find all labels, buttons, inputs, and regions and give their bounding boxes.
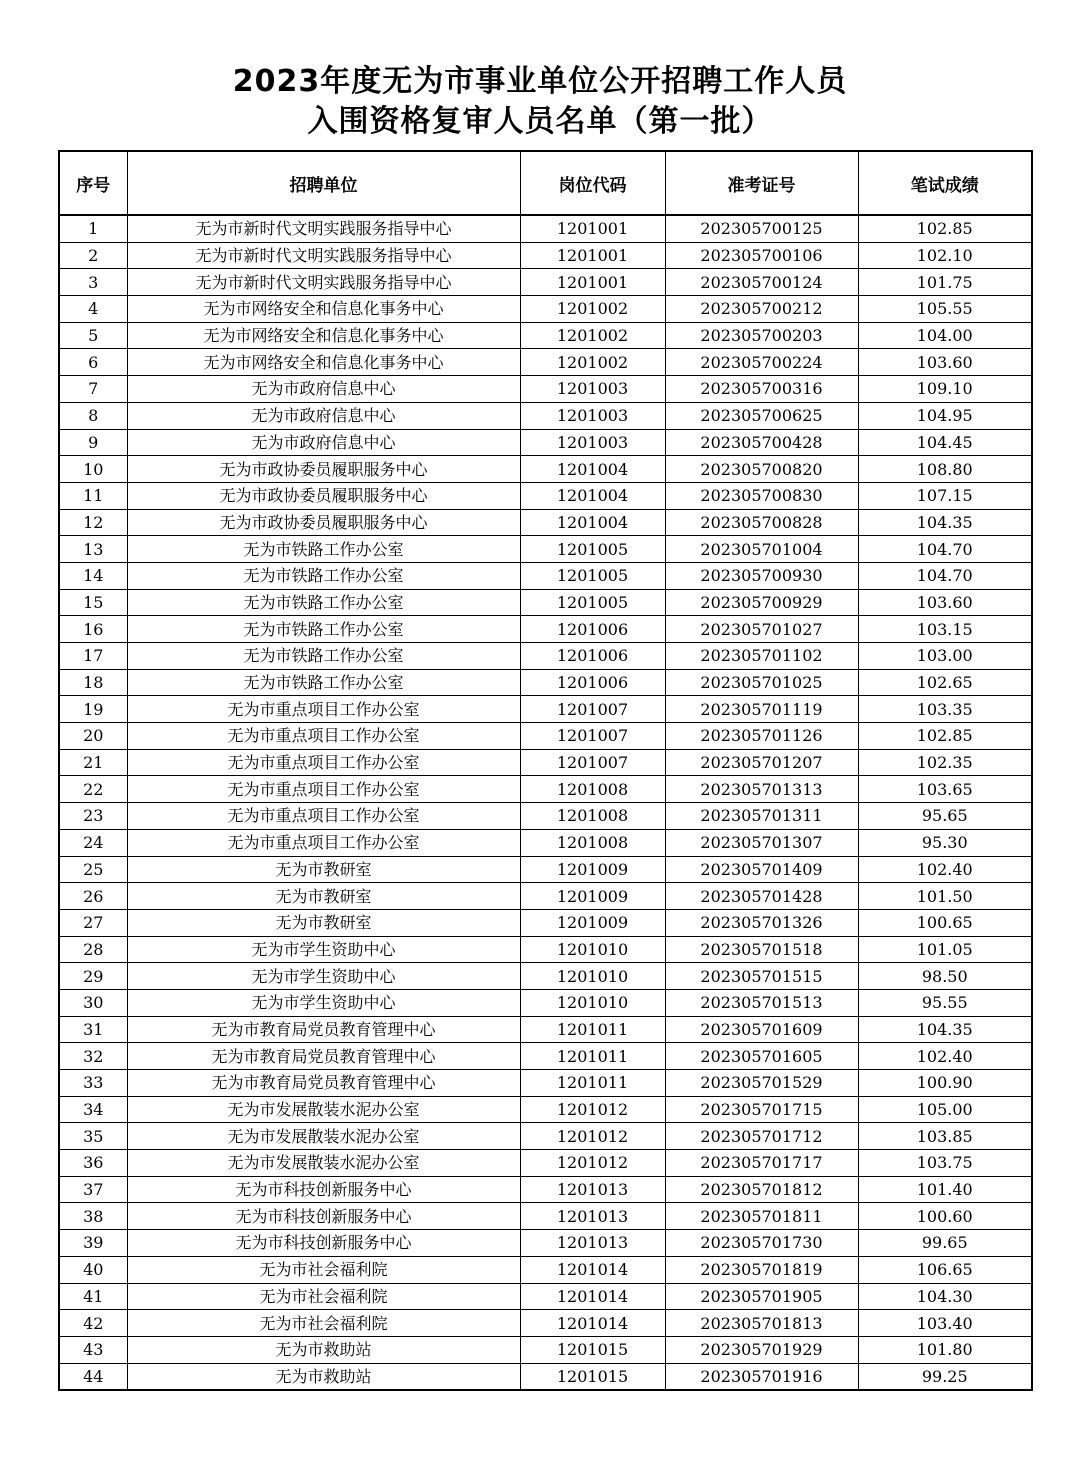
cell-serial-number: 21 <box>59 749 127 776</box>
table-row <box>59 322 1032 349</box>
cell-position-code: 1201004 <box>520 482 665 509</box>
cell-written-exam-score: 103.60 <box>858 349 1032 376</box>
cell-position-code: 1201010 <box>520 963 665 990</box>
table-row <box>59 536 1032 563</box>
cell-serial-number: 19 <box>59 696 127 723</box>
cell-serial-number: 8 <box>59 402 127 429</box>
cell-recruiting-unit: 无为市铁路工作办公室 <box>127 669 520 696</box>
cell-admission-ticket-number: 202305700106 <box>665 242 858 269</box>
cell-written-exam-score: 101.05 <box>858 936 1032 963</box>
table-row <box>59 936 1032 963</box>
cell-serial-number: 15 <box>59 589 127 616</box>
cell-serial-number: 16 <box>59 616 127 643</box>
cell-recruiting-unit: 无为市发展散装水泥办公室 <box>127 1150 520 1177</box>
table-row <box>59 696 1032 723</box>
cell-serial-number: 29 <box>59 963 127 990</box>
cell-written-exam-score: 104.00 <box>858 322 1032 349</box>
cell-written-exam-score: 103.65 <box>858 776 1032 803</box>
cell-written-exam-score: 106.65 <box>858 1256 1032 1283</box>
cell-written-exam-score: 108.80 <box>858 456 1032 483</box>
cell-written-exam-score: 104.45 <box>858 429 1032 456</box>
cell-serial-number: 1 <box>59 215 127 242</box>
cell-position-code: 1201004 <box>520 456 665 483</box>
cell-serial-number: 34 <box>59 1096 127 1123</box>
cell-admission-ticket-number: 202305700203 <box>665 322 858 349</box>
cell-written-exam-score: 102.65 <box>858 669 1032 696</box>
cell-serial-number: 31 <box>59 1016 127 1043</box>
cell-position-code: 1201001 <box>520 269 665 296</box>
cell-admission-ticket-number: 202305701819 <box>665 1256 858 1283</box>
cell-position-code: 1201008 <box>520 803 665 830</box>
header-written-exam-score: 笔试成绩 <box>858 151 1032 215</box>
cell-position-code: 1201006 <box>520 643 665 670</box>
candidate-table <box>58 150 1033 1391</box>
table-row <box>59 963 1032 990</box>
cell-serial-number: 20 <box>59 723 127 750</box>
cell-position-code: 1201011 <box>520 1043 665 1070</box>
cell-admission-ticket-number: 202305701102 <box>665 643 858 670</box>
title-line-1: 2023年度无为市事业单位公开招聘工作人员 <box>232 64 848 99</box>
cell-position-code: 1201011 <box>520 1016 665 1043</box>
cell-position-code: 1201012 <box>520 1096 665 1123</box>
table-row <box>59 883 1032 910</box>
cell-admission-ticket-number: 202305701813 <box>665 1310 858 1337</box>
cell-serial-number: 23 <box>59 803 127 830</box>
cell-recruiting-unit: 无为市教研室 <box>127 856 520 883</box>
title-line-2: 入围资格复审人员名单（第一批） <box>307 104 773 139</box>
cell-written-exam-score: 107.15 <box>858 482 1032 509</box>
cell-recruiting-unit: 无为市教育局党员教育管理中心 <box>127 1016 520 1043</box>
cell-admission-ticket-number: 202305701712 <box>665 1123 858 1150</box>
cell-written-exam-score: 105.00 <box>858 1096 1032 1123</box>
cell-admission-ticket-number: 202305700125 <box>665 215 858 242</box>
cell-serial-number: 10 <box>59 456 127 483</box>
cell-serial-number: 40 <box>59 1256 127 1283</box>
cell-written-exam-score: 102.40 <box>858 1043 1032 1070</box>
cell-written-exam-score: 103.85 <box>858 1123 1032 1150</box>
cell-position-code: 1201005 <box>520 536 665 563</box>
table-row <box>59 482 1032 509</box>
table-row <box>59 1256 1032 1283</box>
cell-position-code: 1201001 <box>520 215 665 242</box>
cell-recruiting-unit: 无为市政府信息中心 <box>127 376 520 403</box>
table-row <box>59 803 1032 830</box>
cell-admission-ticket-number: 202305701313 <box>665 776 858 803</box>
cell-written-exam-score: 99.25 <box>858 1363 1032 1390</box>
cell-admission-ticket-number: 202305701905 <box>665 1283 858 1310</box>
cell-position-code: 1201009 <box>520 909 665 936</box>
cell-position-code: 1201008 <box>520 776 665 803</box>
cell-admission-ticket-number: 202305700224 <box>665 349 858 376</box>
cell-admission-ticket-number: 202305700124 <box>665 269 858 296</box>
cell-position-code: 1201006 <box>520 669 665 696</box>
cell-admission-ticket-number: 202305701307 <box>665 829 858 856</box>
cell-admission-ticket-number: 202305700830 <box>665 482 858 509</box>
header-admission-ticket-number: 准考证号 <box>665 151 858 215</box>
cell-serial-number: 41 <box>59 1283 127 1310</box>
table-row <box>59 643 1032 670</box>
cell-recruiting-unit: 无为市政府信息中心 <box>127 429 520 456</box>
cell-position-code: 1201001 <box>520 242 665 269</box>
cell-serial-number: 17 <box>59 643 127 670</box>
cell-serial-number: 42 <box>59 1310 127 1337</box>
cell-serial-number: 3 <box>59 269 127 296</box>
cell-written-exam-score: 103.15 <box>858 616 1032 643</box>
table-row <box>59 669 1032 696</box>
table-row <box>59 776 1032 803</box>
header-serial-number: 序号 <box>59 151 127 215</box>
table-row <box>59 1043 1032 1070</box>
cell-written-exam-score: 100.60 <box>858 1203 1032 1230</box>
cell-position-code: 1201013 <box>520 1176 665 1203</box>
table-body <box>59 215 1032 1390</box>
cell-written-exam-score: 98.50 <box>858 963 1032 990</box>
cell-serial-number: 38 <box>59 1203 127 1230</box>
cell-admission-ticket-number: 202305701207 <box>665 749 858 776</box>
cell-admission-ticket-number: 202305700820 <box>665 456 858 483</box>
cell-recruiting-unit: 无为市教育局党员教育管理中心 <box>127 1070 520 1097</box>
cell-written-exam-score: 104.70 <box>858 536 1032 563</box>
table-row <box>59 749 1032 776</box>
cell-admission-ticket-number: 202305701811 <box>665 1203 858 1230</box>
cell-recruiting-unit: 无为市政府信息中心 <box>127 402 520 429</box>
table-row <box>59 1336 1032 1363</box>
cell-position-code: 1201002 <box>520 349 665 376</box>
cell-recruiting-unit: 无为市教育局党员教育管理中心 <box>127 1043 520 1070</box>
table-row <box>59 589 1032 616</box>
cell-position-code: 1201013 <box>520 1203 665 1230</box>
cell-position-code: 1201014 <box>520 1310 665 1337</box>
document-title <box>0 62 1080 142</box>
cell-serial-number: 18 <box>59 669 127 696</box>
cell-recruiting-unit: 无为市救助站 <box>127 1363 520 1390</box>
cell-position-code: 1201014 <box>520 1256 665 1283</box>
table-row <box>59 1016 1032 1043</box>
cell-recruiting-unit: 无为市重点项目工作办公室 <box>127 803 520 830</box>
cell-recruiting-unit: 无为市科技创新服务中心 <box>127 1176 520 1203</box>
cell-position-code: 1201014 <box>520 1283 665 1310</box>
cell-serial-number: 2 <box>59 242 127 269</box>
cell-serial-number: 33 <box>59 1070 127 1097</box>
cell-recruiting-unit: 无为市学生资助中心 <box>127 963 520 990</box>
cell-position-code: 1201005 <box>520 589 665 616</box>
cell-recruiting-unit: 无为市铁路工作办公室 <box>127 589 520 616</box>
cell-recruiting-unit: 无为市政协委员履职服务中心 <box>127 509 520 536</box>
cell-serial-number: 24 <box>59 829 127 856</box>
table-row <box>59 562 1032 589</box>
cell-admission-ticket-number: 202305701025 <box>665 669 858 696</box>
table-row <box>59 989 1032 1016</box>
cell-position-code: 1201009 <box>520 883 665 910</box>
cell-recruiting-unit: 无为市网络安全和信息化事务中心 <box>127 296 520 323</box>
cell-admission-ticket-number: 202305701515 <box>665 963 858 990</box>
cell-written-exam-score: 95.55 <box>858 989 1032 1016</box>
cell-recruiting-unit: 无为市教研室 <box>127 909 520 936</box>
cell-recruiting-unit: 无为市铁路工作办公室 <box>127 643 520 670</box>
cell-position-code: 1201004 <box>520 509 665 536</box>
cell-written-exam-score: 103.75 <box>858 1150 1032 1177</box>
cell-recruiting-unit: 无为市科技创新服务中心 <box>127 1203 520 1230</box>
cell-recruiting-unit: 无为市学生资助中心 <box>127 989 520 1016</box>
cell-position-code: 1201012 <box>520 1123 665 1150</box>
cell-position-code: 1201015 <box>520 1336 665 1363</box>
cell-position-code: 1201007 <box>520 749 665 776</box>
table-row <box>59 349 1032 376</box>
cell-admission-ticket-number: 202305701812 <box>665 1176 858 1203</box>
cell-recruiting-unit: 无为市重点项目工作办公室 <box>127 696 520 723</box>
cell-written-exam-score: 102.85 <box>858 215 1032 242</box>
cell-written-exam-score: 109.10 <box>858 376 1032 403</box>
table-row <box>59 296 1032 323</box>
cell-written-exam-score: 103.00 <box>858 643 1032 670</box>
table-row <box>59 1363 1032 1390</box>
cell-written-exam-score: 101.80 <box>858 1336 1032 1363</box>
cell-admission-ticket-number: 202305700929 <box>665 589 858 616</box>
cell-serial-number: 5 <box>59 322 127 349</box>
cell-admission-ticket-number: 202305701929 <box>665 1336 858 1363</box>
cell-admission-ticket-number: 202305700316 <box>665 376 858 403</box>
cell-serial-number: 12 <box>59 509 127 536</box>
cell-written-exam-score: 104.30 <box>858 1283 1032 1310</box>
cell-serial-number: 39 <box>59 1230 127 1257</box>
cell-recruiting-unit: 无为市新时代文明实践服务指导中心 <box>127 269 520 296</box>
cell-written-exam-score: 104.35 <box>858 1016 1032 1043</box>
table-row <box>59 1096 1032 1123</box>
cell-admission-ticket-number: 202305701027 <box>665 616 858 643</box>
cell-serial-number: 35 <box>59 1123 127 1150</box>
cell-position-code: 1201006 <box>520 616 665 643</box>
table-row <box>59 856 1032 883</box>
cell-admission-ticket-number: 202305700828 <box>665 509 858 536</box>
cell-serial-number: 22 <box>59 776 127 803</box>
cell-admission-ticket-number: 202305701326 <box>665 909 858 936</box>
table-row <box>59 429 1032 456</box>
cell-recruiting-unit: 无为市发展散装水泥办公室 <box>127 1123 520 1150</box>
cell-written-exam-score: 104.95 <box>858 402 1032 429</box>
table-row <box>59 376 1032 403</box>
cell-position-code: 1201009 <box>520 856 665 883</box>
cell-position-code: 1201008 <box>520 829 665 856</box>
cell-serial-number: 43 <box>59 1336 127 1363</box>
cell-recruiting-unit: 无为市铁路工作办公室 <box>127 616 520 643</box>
cell-recruiting-unit: 无为市政协委员履职服务中心 <box>127 456 520 483</box>
table-row <box>59 215 1032 242</box>
table-header-row <box>59 151 1032 215</box>
table-row <box>59 456 1032 483</box>
table-row <box>59 509 1032 536</box>
cell-serial-number: 4 <box>59 296 127 323</box>
cell-recruiting-unit: 无为市科技创新服务中心 <box>127 1230 520 1257</box>
cell-position-code: 1201007 <box>520 696 665 723</box>
cell-written-exam-score: 103.60 <box>858 589 1032 616</box>
cell-serial-number: 26 <box>59 883 127 910</box>
cell-admission-ticket-number: 202305701119 <box>665 696 858 723</box>
table-row <box>59 1070 1032 1097</box>
table-row <box>59 1123 1032 1150</box>
cell-position-code: 1201011 <box>520 1070 665 1097</box>
cell-recruiting-unit: 无为市社会福利院 <box>127 1256 520 1283</box>
cell-position-code: 1201015 <box>520 1363 665 1390</box>
cell-serial-number: 27 <box>59 909 127 936</box>
cell-admission-ticket-number: 202305701428 <box>665 883 858 910</box>
table-row <box>59 1203 1032 1230</box>
cell-position-code: 1201005 <box>520 562 665 589</box>
cell-admission-ticket-number: 202305701004 <box>665 536 858 563</box>
table-row <box>59 829 1032 856</box>
cell-admission-ticket-number: 202305701311 <box>665 803 858 830</box>
cell-position-code: 1201002 <box>520 296 665 323</box>
cell-written-exam-score: 103.40 <box>858 1310 1032 1337</box>
cell-written-exam-score: 100.65 <box>858 909 1032 936</box>
header-recruiting-unit: 招聘单位 <box>127 151 520 215</box>
cell-written-exam-score: 102.35 <box>858 749 1032 776</box>
cell-admission-ticket-number: 202305701717 <box>665 1150 858 1177</box>
cell-admission-ticket-number: 202305701730 <box>665 1230 858 1257</box>
cell-serial-number: 37 <box>59 1176 127 1203</box>
cell-written-exam-score: 102.85 <box>858 723 1032 750</box>
table-row <box>59 909 1032 936</box>
cell-position-code: 1201003 <box>520 429 665 456</box>
cell-recruiting-unit: 无为市网络安全和信息化事务中心 <box>127 349 520 376</box>
cell-position-code: 1201010 <box>520 936 665 963</box>
cell-serial-number: 6 <box>59 349 127 376</box>
cell-written-exam-score: 95.65 <box>858 803 1032 830</box>
cell-admission-ticket-number: 202305700428 <box>665 429 858 456</box>
cell-written-exam-score: 103.35 <box>858 696 1032 723</box>
cell-serial-number: 13 <box>59 536 127 563</box>
cell-written-exam-score: 95.30 <box>858 829 1032 856</box>
cell-written-exam-score: 101.75 <box>858 269 1032 296</box>
cell-position-code: 1201010 <box>520 989 665 1016</box>
cell-recruiting-unit: 无为市铁路工作办公室 <box>127 562 520 589</box>
cell-position-code: 1201003 <box>520 402 665 429</box>
cell-recruiting-unit: 无为市政协委员履职服务中心 <box>127 482 520 509</box>
cell-recruiting-unit: 无为市社会福利院 <box>127 1283 520 1310</box>
table-row <box>59 1310 1032 1337</box>
cell-serial-number: 36 <box>59 1150 127 1177</box>
table-row <box>59 1150 1032 1177</box>
cell-admission-ticket-number: 202305701715 <box>665 1096 858 1123</box>
header-position-code: 岗位代码 <box>520 151 665 215</box>
table-row <box>59 242 1032 269</box>
cell-recruiting-unit: 无为市新时代文明实践服务指导中心 <box>127 242 520 269</box>
cell-admission-ticket-number: 202305701529 <box>665 1070 858 1097</box>
cell-position-code: 1201007 <box>520 723 665 750</box>
cell-serial-number: 44 <box>59 1363 127 1390</box>
cell-serial-number: 25 <box>59 856 127 883</box>
cell-recruiting-unit: 无为市重点项目工作办公室 <box>127 829 520 856</box>
cell-admission-ticket-number: 202305701609 <box>665 1016 858 1043</box>
cell-recruiting-unit: 无为市重点项目工作办公室 <box>127 776 520 803</box>
cell-admission-ticket-number: 202305701605 <box>665 1043 858 1070</box>
cell-serial-number: 32 <box>59 1043 127 1070</box>
cell-serial-number: 9 <box>59 429 127 456</box>
table-row <box>59 269 1032 296</box>
cell-recruiting-unit: 无为市铁路工作办公室 <box>127 536 520 563</box>
cell-admission-ticket-number: 202305700625 <box>665 402 858 429</box>
cell-admission-ticket-number: 202305701916 <box>665 1363 858 1390</box>
cell-recruiting-unit: 无为市社会福利院 <box>127 1310 520 1337</box>
cell-written-exam-score: 104.70 <box>858 562 1032 589</box>
table-row <box>59 402 1032 429</box>
cell-written-exam-score: 101.40 <box>858 1176 1032 1203</box>
cell-recruiting-unit: 无为市网络安全和信息化事务中心 <box>127 322 520 349</box>
cell-position-code: 1201003 <box>520 376 665 403</box>
cell-admission-ticket-number: 202305700212 <box>665 296 858 323</box>
table-row <box>59 1230 1032 1257</box>
cell-written-exam-score: 104.35 <box>858 509 1032 536</box>
cell-recruiting-unit: 无为市救助站 <box>127 1336 520 1363</box>
table-row <box>59 616 1032 643</box>
cell-serial-number: 28 <box>59 936 127 963</box>
cell-admission-ticket-number: 202305701518 <box>665 936 858 963</box>
cell-serial-number: 7 <box>59 376 127 403</box>
cell-serial-number: 11 <box>59 482 127 509</box>
cell-recruiting-unit: 无为市教研室 <box>127 883 520 910</box>
cell-recruiting-unit: 无为市学生资助中心 <box>127 936 520 963</box>
cell-recruiting-unit: 无为市发展散装水泥办公室 <box>127 1096 520 1123</box>
table-row <box>59 723 1032 750</box>
cell-recruiting-unit: 无为市重点项目工作办公室 <box>127 749 520 776</box>
cell-written-exam-score: 105.55 <box>858 296 1032 323</box>
cell-written-exam-score: 102.10 <box>858 242 1032 269</box>
cell-admission-ticket-number: 202305701513 <box>665 989 858 1016</box>
table-row <box>59 1176 1032 1203</box>
cell-written-exam-score: 99.65 <box>858 1230 1032 1257</box>
cell-admission-ticket-number: 202305700930 <box>665 562 858 589</box>
cell-written-exam-score: 102.40 <box>858 856 1032 883</box>
cell-position-code: 1201012 <box>520 1150 665 1177</box>
cell-recruiting-unit: 无为市重点项目工作办公室 <box>127 723 520 750</box>
cell-admission-ticket-number: 202305701126 <box>665 723 858 750</box>
cell-serial-number: 30 <box>59 989 127 1016</box>
cell-serial-number: 14 <box>59 562 127 589</box>
cell-recruiting-unit: 无为市新时代文明实践服务指导中心 <box>127 215 520 242</box>
cell-position-code: 1201013 <box>520 1230 665 1257</box>
cell-written-exam-score: 100.90 <box>858 1070 1032 1097</box>
cell-written-exam-score: 101.50 <box>858 883 1032 910</box>
table-row <box>59 1283 1032 1310</box>
cell-admission-ticket-number: 202305701409 <box>665 856 858 883</box>
cell-position-code: 1201002 <box>520 322 665 349</box>
